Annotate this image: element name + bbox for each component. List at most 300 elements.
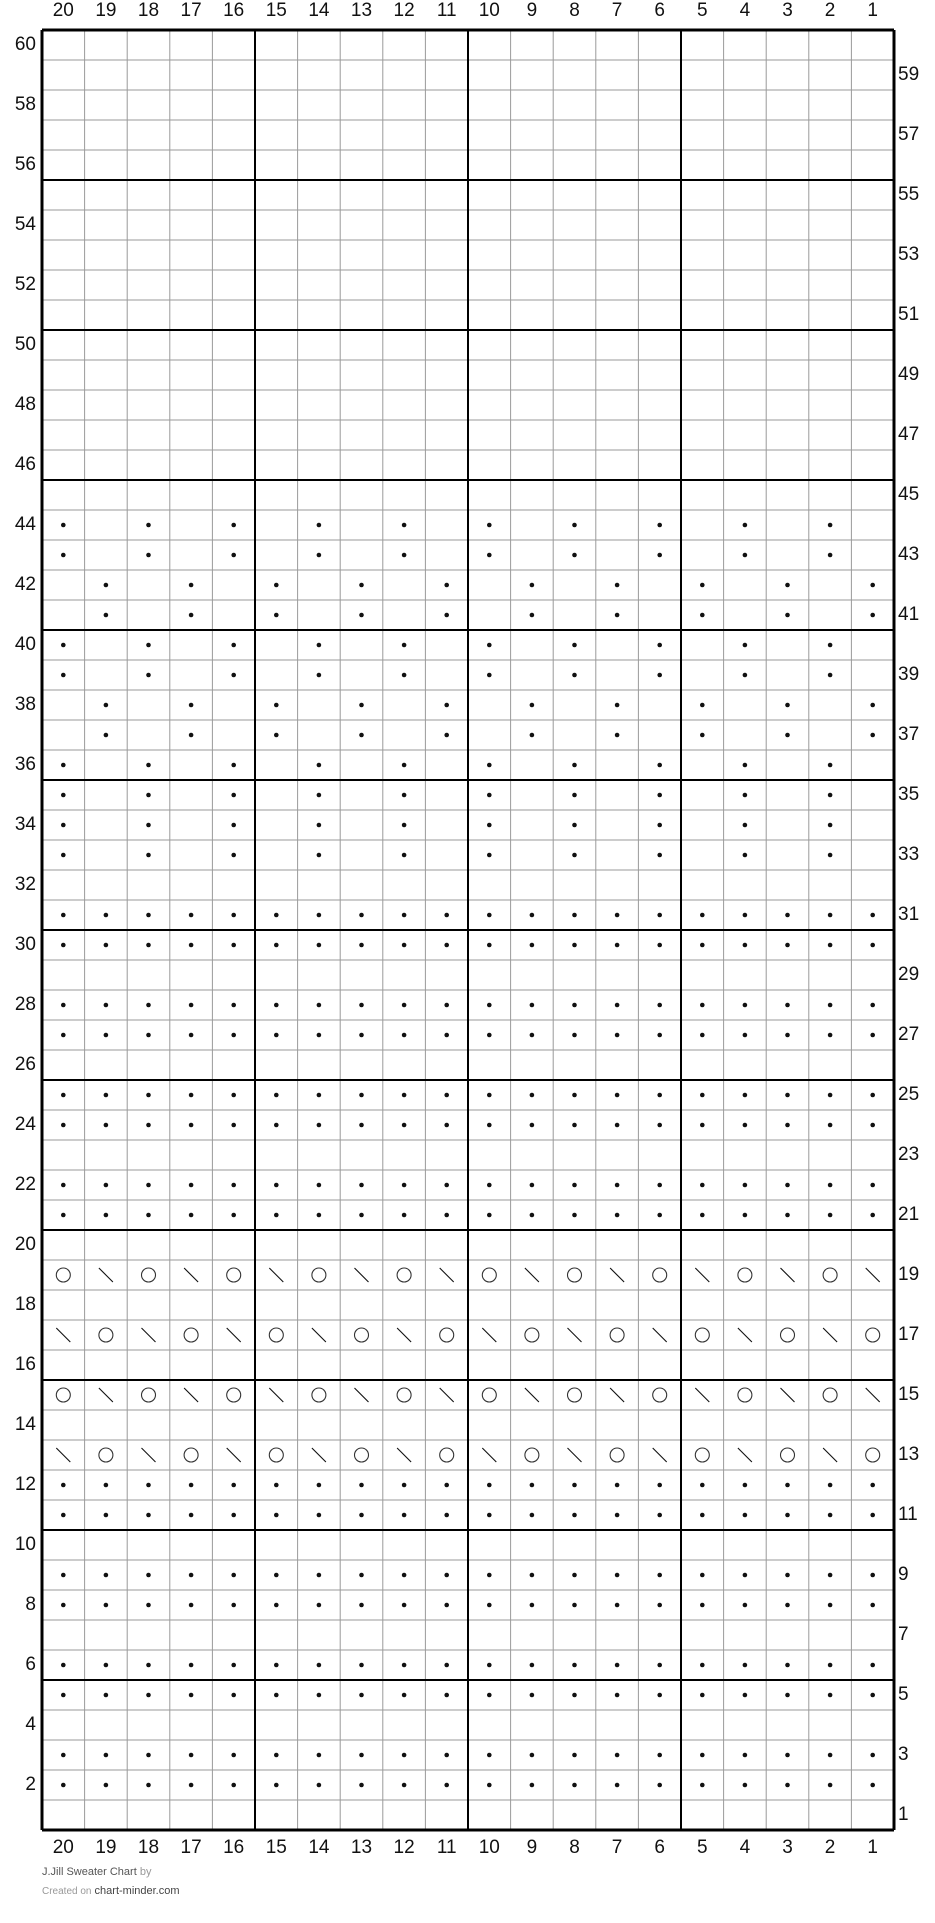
purl-dot-icon xyxy=(657,1573,662,1578)
purl-dot-icon xyxy=(657,823,662,828)
purl-dot-icon xyxy=(231,643,236,648)
yarn-over-circle-icon xyxy=(482,1388,496,1402)
purl-dot-icon xyxy=(870,1033,875,1038)
purl-dot-icon xyxy=(61,763,66,768)
decrease-slash-icon xyxy=(823,1328,837,1342)
purl-dot-icon xyxy=(700,1693,705,1698)
row-label-left: 54 xyxy=(14,214,36,235)
column-label-top: 5 xyxy=(697,0,708,21)
purl-dot-icon xyxy=(146,1663,151,1668)
purl-dot-icon xyxy=(444,1783,449,1788)
purl-dot-icon xyxy=(359,1603,364,1608)
purl-dot-icon xyxy=(572,763,577,768)
row-label-left: 34 xyxy=(14,814,36,835)
row-label-right: 7 xyxy=(898,1624,909,1645)
purl-dot-icon xyxy=(870,1003,875,1008)
purl-dot-icon xyxy=(530,1183,535,1188)
purl-dot-icon xyxy=(317,1183,322,1188)
purl-dot-icon xyxy=(785,1573,790,1578)
purl-dot-icon xyxy=(487,1753,492,1758)
purl-dot-icon xyxy=(444,1183,449,1188)
purl-dot-icon xyxy=(317,1003,322,1008)
purl-dot-icon xyxy=(700,913,705,918)
purl-dot-icon xyxy=(785,1693,790,1698)
purl-dot-icon xyxy=(317,523,322,528)
purl-dot-icon xyxy=(146,1573,151,1578)
purl-dot-icon xyxy=(743,643,748,648)
row-label-left: 52 xyxy=(14,274,36,295)
purl-dot-icon xyxy=(231,673,236,678)
purl-dot-icon xyxy=(359,1483,364,1488)
decrease-slash-icon xyxy=(269,1388,283,1402)
row-label-left: 26 xyxy=(14,1054,36,1075)
purl-dot-icon xyxy=(743,1093,748,1098)
purl-dot-icon xyxy=(572,913,577,918)
decrease-slash-icon xyxy=(440,1388,454,1402)
purl-dot-icon xyxy=(785,1093,790,1098)
purl-dot-icon xyxy=(189,943,194,948)
row-label-right: 59 xyxy=(898,64,920,85)
row-label-right: 37 xyxy=(898,724,920,745)
purl-dot-icon xyxy=(359,1783,364,1788)
purl-dot-icon xyxy=(870,1123,875,1128)
purl-dot-icon xyxy=(785,733,790,738)
purl-dot-icon xyxy=(317,1663,322,1668)
purl-dot-icon xyxy=(104,583,109,588)
purl-dot-icon xyxy=(870,703,875,708)
purl-dot-icon xyxy=(657,763,662,768)
yarn-over-circle-icon xyxy=(568,1388,582,1402)
row-label-left: 10 xyxy=(14,1534,36,1555)
purl-dot-icon xyxy=(487,1213,492,1218)
row-label-left: 42 xyxy=(14,574,36,595)
purl-dot-icon xyxy=(828,1753,833,1758)
purl-dot-icon xyxy=(146,1183,151,1188)
purl-dot-icon xyxy=(572,823,577,828)
purl-dot-icon xyxy=(487,673,492,678)
purl-dot-icon xyxy=(359,1513,364,1518)
purl-dot-icon xyxy=(444,1093,449,1098)
purl-dot-icon xyxy=(359,703,364,708)
purl-dot-icon xyxy=(317,1693,322,1698)
created-on-line xyxy=(42,1885,180,1897)
purl-dot-icon xyxy=(359,1663,364,1668)
purl-dot-icon xyxy=(572,1483,577,1488)
purl-dot-icon xyxy=(61,823,66,828)
purl-dot-icon xyxy=(785,1783,790,1788)
column-label-bottom: 2 xyxy=(824,1837,836,1858)
purl-dot-icon xyxy=(189,1753,194,1758)
yarn-over-circle-icon xyxy=(142,1268,156,1282)
purl-dot-icon xyxy=(657,1123,662,1128)
purl-dot-icon xyxy=(487,1573,492,1578)
row-label-right: 5 xyxy=(898,1684,909,1705)
purl-dot-icon xyxy=(828,823,833,828)
purl-dot-icon xyxy=(572,1603,577,1608)
row-label-left: 18 xyxy=(14,1294,36,1315)
chart-by-label: by xyxy=(139,1866,152,1878)
purl-dot-icon xyxy=(274,913,279,918)
column-label-top: 8 xyxy=(569,0,580,21)
purl-dot-icon xyxy=(359,613,364,618)
yarn-over-circle-icon xyxy=(440,1448,454,1462)
purl-dot-icon xyxy=(743,943,748,948)
yarn-over-circle-icon xyxy=(184,1328,198,1342)
row-label-right: 51 xyxy=(898,304,920,325)
row-label-right: 53 xyxy=(898,244,920,265)
purl-dot-icon xyxy=(572,1183,577,1188)
purl-dot-icon xyxy=(61,1003,66,1008)
purl-dot-icon xyxy=(615,583,620,588)
purl-dot-icon xyxy=(785,1603,790,1608)
purl-dot-icon xyxy=(231,913,236,918)
decrease-slash-icon xyxy=(610,1268,624,1282)
purl-dot-icon xyxy=(487,1033,492,1038)
purl-dot-icon xyxy=(274,1753,279,1758)
purl-dot-icon xyxy=(359,1573,364,1578)
row-label-left: 8 xyxy=(25,1594,36,1615)
purl-dot-icon xyxy=(317,853,322,858)
decrease-slash-icon xyxy=(142,1328,156,1342)
purl-dot-icon xyxy=(274,1123,279,1128)
purl-dot-icon xyxy=(870,1603,875,1608)
purl-dot-icon xyxy=(870,1513,875,1518)
purl-dot-icon xyxy=(828,853,833,858)
row-label-left: 30 xyxy=(14,934,36,955)
purl-dot-icon xyxy=(317,1093,322,1098)
purl-dot-icon xyxy=(615,1753,620,1758)
purl-dot-icon xyxy=(615,1603,620,1608)
purl-dot-icon xyxy=(785,1213,790,1218)
purl-dot-icon xyxy=(657,523,662,528)
purl-dot-icon xyxy=(231,553,236,558)
purl-dot-icon xyxy=(189,913,194,918)
column-label-bottom: 3 xyxy=(782,1837,793,1858)
purl-dot-icon xyxy=(572,1513,577,1518)
purl-dot-icon xyxy=(61,1783,66,1788)
purl-dot-icon xyxy=(402,1483,407,1488)
row-label-left: 6 xyxy=(25,1654,36,1675)
purl-dot-icon xyxy=(572,1693,577,1698)
purl-dot-icon xyxy=(743,1663,748,1668)
purl-dot-icon xyxy=(870,1753,875,1758)
row-label-right: 35 xyxy=(898,784,920,805)
decrease-slash-icon xyxy=(227,1448,241,1462)
decrease-slash-icon xyxy=(781,1388,795,1402)
purl-dot-icon xyxy=(657,1603,662,1608)
purl-dot-icon xyxy=(572,1033,577,1038)
purl-dot-icon xyxy=(104,1483,109,1488)
purl-dot-icon xyxy=(785,583,790,588)
decrease-slash-icon xyxy=(355,1388,369,1402)
purl-dot-icon xyxy=(615,1213,620,1218)
purl-dot-icon xyxy=(700,583,705,588)
purl-dot-icon xyxy=(615,1693,620,1698)
purl-dot-icon xyxy=(785,913,790,918)
yarn-over-circle-icon xyxy=(56,1268,70,1282)
purl-dot-icon xyxy=(146,853,151,858)
purl-dot-icon xyxy=(870,1093,875,1098)
decrease-slash-icon xyxy=(568,1448,582,1462)
purl-dot-icon xyxy=(743,523,748,528)
row-label-right: 45 xyxy=(898,484,920,505)
purl-dot-icon xyxy=(657,913,662,918)
purl-dot-icon xyxy=(615,1483,620,1488)
decrease-slash-icon xyxy=(866,1388,880,1402)
purl-dot-icon xyxy=(657,943,662,948)
purl-dot-icon xyxy=(487,1513,492,1518)
purl-dot-icon xyxy=(743,1603,748,1608)
purl-dot-icon xyxy=(317,1213,322,1218)
purl-dot-icon xyxy=(530,1603,535,1608)
purl-dot-icon xyxy=(572,673,577,678)
row-label-left: 44 xyxy=(14,514,36,535)
row-label-right: 47 xyxy=(898,424,920,445)
purl-dot-icon xyxy=(231,1573,236,1578)
purl-dot-icon xyxy=(104,1123,109,1128)
purl-dot-icon xyxy=(487,1483,492,1488)
purl-dot-icon xyxy=(402,1693,407,1698)
purl-dot-icon xyxy=(402,1783,407,1788)
purl-dot-icon xyxy=(61,1123,66,1128)
purl-dot-icon xyxy=(61,853,66,858)
purl-dot-icon xyxy=(359,943,364,948)
purl-dot-icon xyxy=(189,703,194,708)
purl-dot-icon xyxy=(189,733,194,738)
purl-dot-icon xyxy=(828,523,833,528)
purl-dot-icon xyxy=(61,553,66,558)
purl-dot-icon xyxy=(530,583,535,588)
decrease-slash-icon xyxy=(738,1328,752,1342)
decrease-slash-icon xyxy=(312,1328,326,1342)
purl-dot-icon xyxy=(487,523,492,528)
column-label-bottom: 8 xyxy=(569,1837,580,1858)
purl-dot-icon xyxy=(104,943,109,948)
purl-dot-icon xyxy=(189,1693,194,1698)
purl-dot-icon xyxy=(359,913,364,918)
decrease-slash-icon xyxy=(397,1448,411,1462)
purl-dot-icon xyxy=(104,1033,109,1038)
purl-dot-icon xyxy=(104,1753,109,1758)
purl-dot-icon xyxy=(444,1573,449,1578)
purl-dot-icon xyxy=(274,613,279,618)
purl-dot-icon xyxy=(743,913,748,918)
yarn-over-circle-icon xyxy=(184,1448,198,1462)
purl-dot-icon xyxy=(657,1033,662,1038)
column-label-bottom: 18 xyxy=(137,1837,160,1858)
yarn-over-circle-icon xyxy=(482,1268,496,1282)
row-label-right: 25 xyxy=(898,1084,920,1105)
purl-dot-icon xyxy=(530,1753,535,1758)
purl-dot-icon xyxy=(657,1513,662,1518)
row-label-right: 11 xyxy=(898,1504,918,1525)
row-label-right: 43 xyxy=(898,544,920,565)
purl-dot-icon xyxy=(317,1573,322,1578)
purl-dot-icon xyxy=(317,793,322,798)
decrease-slash-icon xyxy=(312,1448,326,1462)
purl-dot-icon xyxy=(700,1213,705,1218)
row-label-left: 16 xyxy=(14,1354,36,1375)
purl-dot-icon xyxy=(146,1123,151,1128)
purl-dot-icon xyxy=(231,1213,236,1218)
row-label-left: 2 xyxy=(25,1774,36,1795)
purl-dot-icon xyxy=(530,1123,535,1128)
purl-dot-icon xyxy=(104,1573,109,1578)
purl-dot-icon xyxy=(785,703,790,708)
purl-dot-icon xyxy=(189,1093,194,1098)
purl-dot-icon xyxy=(444,913,449,918)
purl-dot-icon xyxy=(146,1603,151,1608)
purl-dot-icon xyxy=(61,1183,66,1188)
purl-dot-icon xyxy=(317,763,322,768)
decrease-slash-icon xyxy=(56,1448,70,1462)
purl-dot-icon xyxy=(402,1183,407,1188)
purl-dot-icon xyxy=(785,1003,790,1008)
row-label-right: 55 xyxy=(898,184,920,205)
chart-minder-link[interactable]: chart-minder.com xyxy=(94,1885,180,1897)
purl-dot-icon xyxy=(870,1183,875,1188)
purl-dot-icon xyxy=(231,1123,236,1128)
purl-dot-icon xyxy=(402,1033,407,1038)
purl-dot-icon xyxy=(359,733,364,738)
purl-dot-icon xyxy=(146,1093,151,1098)
purl-dot-icon xyxy=(402,1603,407,1608)
purl-dot-icon xyxy=(657,1183,662,1188)
yarn-over-circle-icon xyxy=(142,1388,156,1402)
purl-dot-icon xyxy=(615,943,620,948)
purl-dot-icon xyxy=(317,553,322,558)
purl-dot-icon xyxy=(104,1183,109,1188)
purl-dot-icon xyxy=(402,853,407,858)
purl-dot-icon xyxy=(274,733,279,738)
purl-dot-icon xyxy=(572,1753,577,1758)
purl-dot-icon xyxy=(317,673,322,678)
purl-dot-icon xyxy=(317,823,322,828)
row-label-left: 56 xyxy=(14,154,36,175)
decrease-slash-icon xyxy=(99,1268,113,1282)
decrease-slash-icon xyxy=(227,1328,241,1342)
purl-dot-icon xyxy=(189,1033,194,1038)
purl-dot-icon xyxy=(61,643,66,648)
purl-dot-icon xyxy=(104,1693,109,1698)
purl-dot-icon xyxy=(146,1483,151,1488)
row-label-left: 28 xyxy=(14,994,36,1015)
purl-dot-icon xyxy=(572,523,577,528)
purl-dot-icon xyxy=(743,1003,748,1008)
purl-dot-icon xyxy=(274,1213,279,1218)
purl-dot-icon xyxy=(530,1513,535,1518)
purl-dot-icon xyxy=(402,523,407,528)
purl-dot-icon xyxy=(189,1213,194,1218)
purl-dot-icon xyxy=(444,1663,449,1668)
purl-dot-icon xyxy=(231,943,236,948)
purl-dot-icon xyxy=(444,1753,449,1758)
purl-dot-icon xyxy=(700,1183,705,1188)
purl-dot-icon xyxy=(657,673,662,678)
purl-dot-icon xyxy=(274,1603,279,1608)
purl-dot-icon xyxy=(700,613,705,618)
yarn-over-circle-icon xyxy=(99,1328,113,1342)
purl-dot-icon xyxy=(657,1783,662,1788)
purl-dot-icon xyxy=(572,1213,577,1218)
purl-dot-icon xyxy=(530,1783,535,1788)
yarn-over-circle-icon xyxy=(397,1388,411,1402)
column-label-top: 20 xyxy=(52,0,74,21)
column-label-bottom: 4 xyxy=(739,1837,751,1858)
purl-dot-icon xyxy=(104,703,109,708)
purl-dot-icon xyxy=(231,1753,236,1758)
purl-dot-icon xyxy=(231,763,236,768)
decrease-slash-icon xyxy=(482,1448,496,1462)
decrease-slash-icon xyxy=(695,1388,709,1402)
purl-dot-icon xyxy=(146,1003,151,1008)
yarn-over-circle-icon xyxy=(866,1328,880,1342)
purl-dot-icon xyxy=(657,553,662,558)
purl-dot-icon xyxy=(274,1093,279,1098)
purl-dot-icon xyxy=(359,1213,364,1218)
purl-dot-icon xyxy=(785,1033,790,1038)
yarn-over-circle-icon xyxy=(738,1268,752,1282)
yarn-over-circle-icon xyxy=(653,1268,667,1282)
decrease-slash-icon xyxy=(695,1268,709,1282)
decrease-slash-icon xyxy=(269,1268,283,1282)
purl-dot-icon xyxy=(530,1033,535,1038)
purl-dot-icon xyxy=(487,553,492,558)
purl-dot-icon xyxy=(743,1783,748,1788)
purl-dot-icon xyxy=(274,1183,279,1188)
purl-dot-icon xyxy=(743,1573,748,1578)
purl-dot-icon xyxy=(61,943,66,948)
column-label-bottom: 10 xyxy=(478,1837,500,1858)
yarn-over-circle-icon xyxy=(823,1388,837,1402)
purl-dot-icon xyxy=(785,1663,790,1668)
purl-dot-icon xyxy=(274,1003,279,1008)
purl-dot-icon xyxy=(743,1483,748,1488)
purl-dot-icon xyxy=(317,1783,322,1788)
purl-dot-icon xyxy=(359,1033,364,1038)
decrease-slash-icon xyxy=(482,1328,496,1342)
purl-dot-icon xyxy=(657,793,662,798)
purl-dot-icon xyxy=(700,1783,705,1788)
purl-dot-icon xyxy=(657,1483,662,1488)
purl-dot-icon xyxy=(487,913,492,918)
purl-dot-icon xyxy=(274,1783,279,1788)
purl-dot-icon xyxy=(189,1603,194,1608)
purl-dot-icon xyxy=(317,1483,322,1488)
purl-dot-icon xyxy=(657,1693,662,1698)
purl-dot-icon xyxy=(231,1033,236,1038)
purl-dot-icon xyxy=(828,1603,833,1608)
purl-dot-icon xyxy=(700,1573,705,1578)
purl-dot-icon xyxy=(828,763,833,768)
row-label-right: 3 xyxy=(898,1744,909,1765)
purl-dot-icon xyxy=(828,1783,833,1788)
purl-dot-icon xyxy=(530,1663,535,1668)
purl-dot-icon xyxy=(359,1093,364,1098)
purl-dot-icon xyxy=(104,1663,109,1668)
purl-dot-icon xyxy=(615,1123,620,1128)
purl-dot-icon xyxy=(487,823,492,828)
decrease-slash-icon xyxy=(738,1448,752,1462)
column-label-top: 12 xyxy=(393,0,415,21)
purl-dot-icon xyxy=(231,1513,236,1518)
purl-dot-icon xyxy=(274,583,279,588)
row-label-right: 23 xyxy=(898,1144,920,1165)
purl-dot-icon xyxy=(572,793,577,798)
purl-dot-icon xyxy=(359,583,364,588)
purl-dot-icon xyxy=(487,763,492,768)
purl-dot-icon xyxy=(743,763,748,768)
